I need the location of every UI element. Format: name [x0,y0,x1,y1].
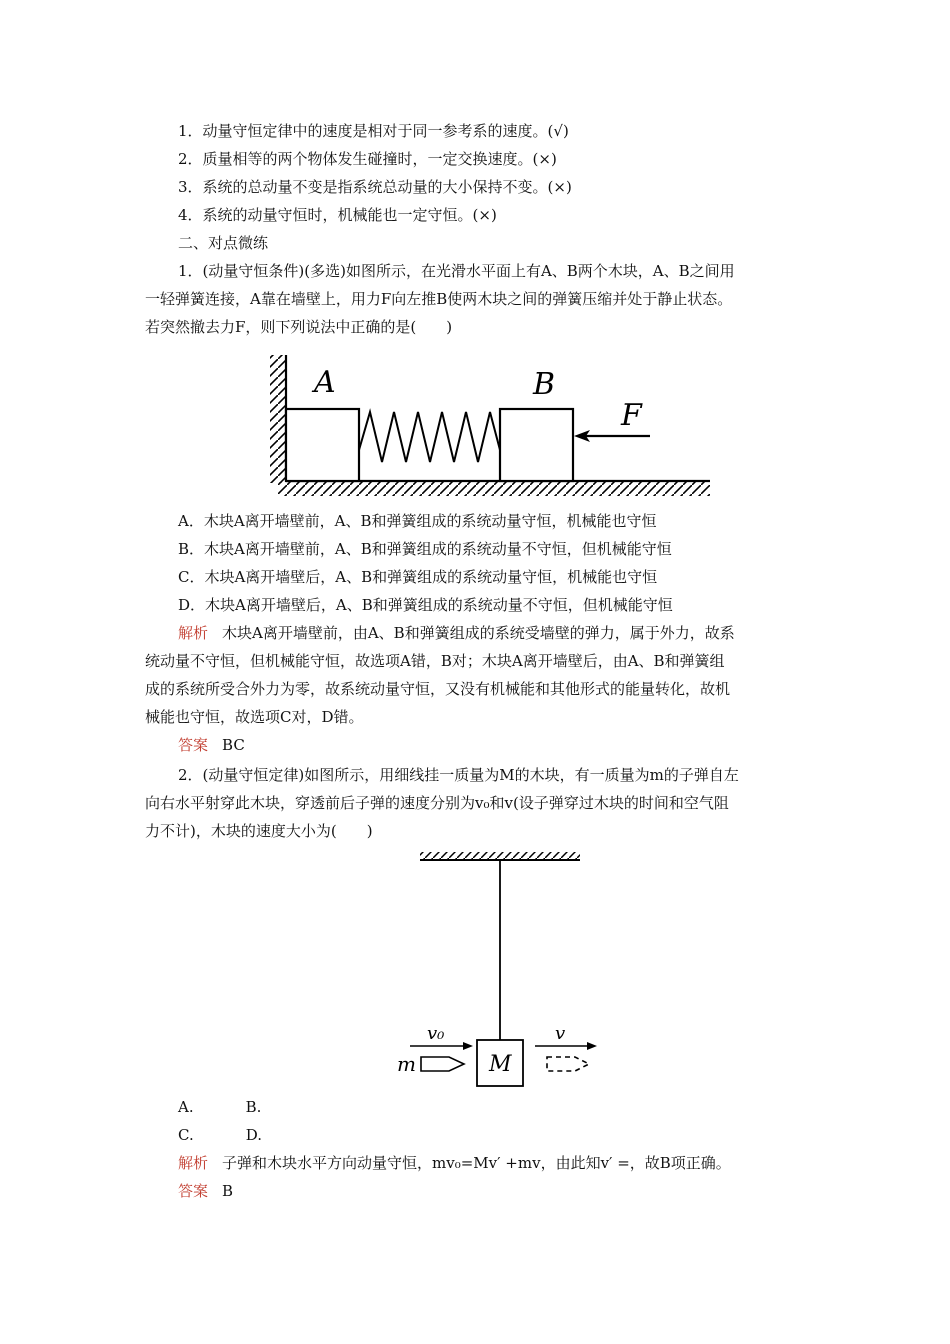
wall-hatch [270,355,286,483]
q2-options-row-2 [178,1124,262,1146]
label-f: F [621,398,642,433]
q1-option-b: B．木块A离开墙壁前，A、B和弹簧组成的系统动量不守恒，但机械能守恒 [178,540,672,558]
ceiling-hatch [420,852,580,860]
q1-analysis-line-1: 解析 木块A离开墙壁前，由A、B和弹簧组成的系统受墙壁的弹力，属于外力，故系 [178,624,735,642]
label-M: M [489,1052,512,1077]
q2-options-row-1 [178,1096,261,1118]
q1-option-c: C．木块A离开墙壁后，A、B和弹簧组成的系统动量守恒，机械能也守恒 [178,568,658,586]
q2-option-a: A. [178,1098,194,1116]
spring [359,412,500,462]
statement-4: 4．系统的动量守恒时，机械能也一定守恒。(×) [178,206,497,224]
q2-analysis: 解析 子弹和木块水平方向动量守恒，mv₀=Mv′ +mv，由此知v′ =，故B项正确。 [178,1154,731,1172]
q2-stem-line-3: 力不计)，木块的速度大小为( ) [145,822,373,840]
q1-stem-line-2: 一轻弹簧连接，A靠在墙壁上，用力F向左推B使两木块之间的弹簧压缩并处于静止状态。 [145,290,733,308]
q1-analysis-line-4: 械能也守恒，故选项C对，D错。 [145,708,364,726]
q1-stem-line-3: 若突然撤去力F，则下列说法中正确的是( ) [145,318,453,336]
q2-analysis-label: 解析 [178,1154,209,1172]
bullet-before [421,1057,464,1071]
q2-option-b: B. [245,1098,262,1116]
q2-answer-label: 答案 [178,1182,209,1200]
section-title: 二、对点微练 [178,234,269,252]
spring-blocks-figure [260,350,720,505]
q2-stem-line-2: 向右水平射穿此木块，穿透前后子弹的速度分别为v₀和v(设子弹穿过木块的时间和空气阻 [145,794,729,812]
q1-analysis-line-2: 统动量不守恒，但机械能守恒，故选项A错，B对；木块A离开墙壁后，由A、B和弹簧组 [145,652,725,670]
statement-1: 1．动量守恒定律中的速度是相对于同一参考系的速度。(√) [178,122,569,140]
q1-stem-line-1: 1．(动量守恒条件)(多选)如图所示，在光滑水平面上有A、B两个木块，A、B之间用 [178,262,735,280]
block-a [286,409,359,481]
floor-hatch [278,482,710,496]
q2-answer: 答案 B [178,1182,234,1200]
q1-analysis-line-3: 成的系统所受合外力为零，故系统动量守恒，又没有机械能和其他形式的能量转化，故机 [145,680,731,698]
block-b [500,409,573,481]
v-arrowhead [587,1042,597,1050]
v0-arrowhead [463,1042,473,1050]
label-v: v [555,1023,566,1044]
bullet-after [547,1057,589,1071]
q1-analysis-label: 解析 [178,624,209,642]
q1-answer: 答案 BC [178,736,245,754]
q2-option-d: D. [245,1126,262,1144]
statement-3: 3．系统的总动量不变是指系统总动量的大小保持不变。(×) [178,178,572,196]
q1-answer-label: 答案 [178,736,209,754]
q2-option-c: C. [178,1126,194,1144]
label-v0: v₀ [427,1023,445,1044]
pendulum-bullet-figure [385,850,620,1095]
label-b: B [533,367,556,402]
statement-2: 2．质量相等的两个物体发生碰撞时，一定交换速度。(×) [178,150,557,168]
q1-option-a: A．木块A离开墙壁前，A、B和弹簧组成的系统动量守恒，机械能也守恒 [178,512,657,530]
label-a: A [314,365,336,400]
q2-stem-line-1: 2．(动量守恒定律)如图所示，用细线挂一质量为M的木块，有一质量为m的子弹自左 [178,766,739,784]
label-m: m [397,1052,416,1076]
q1-option-d: D．木块A离开墙壁后，A、B和弹簧组成的系统动量不守恒，但机械能守恒 [178,596,673,614]
